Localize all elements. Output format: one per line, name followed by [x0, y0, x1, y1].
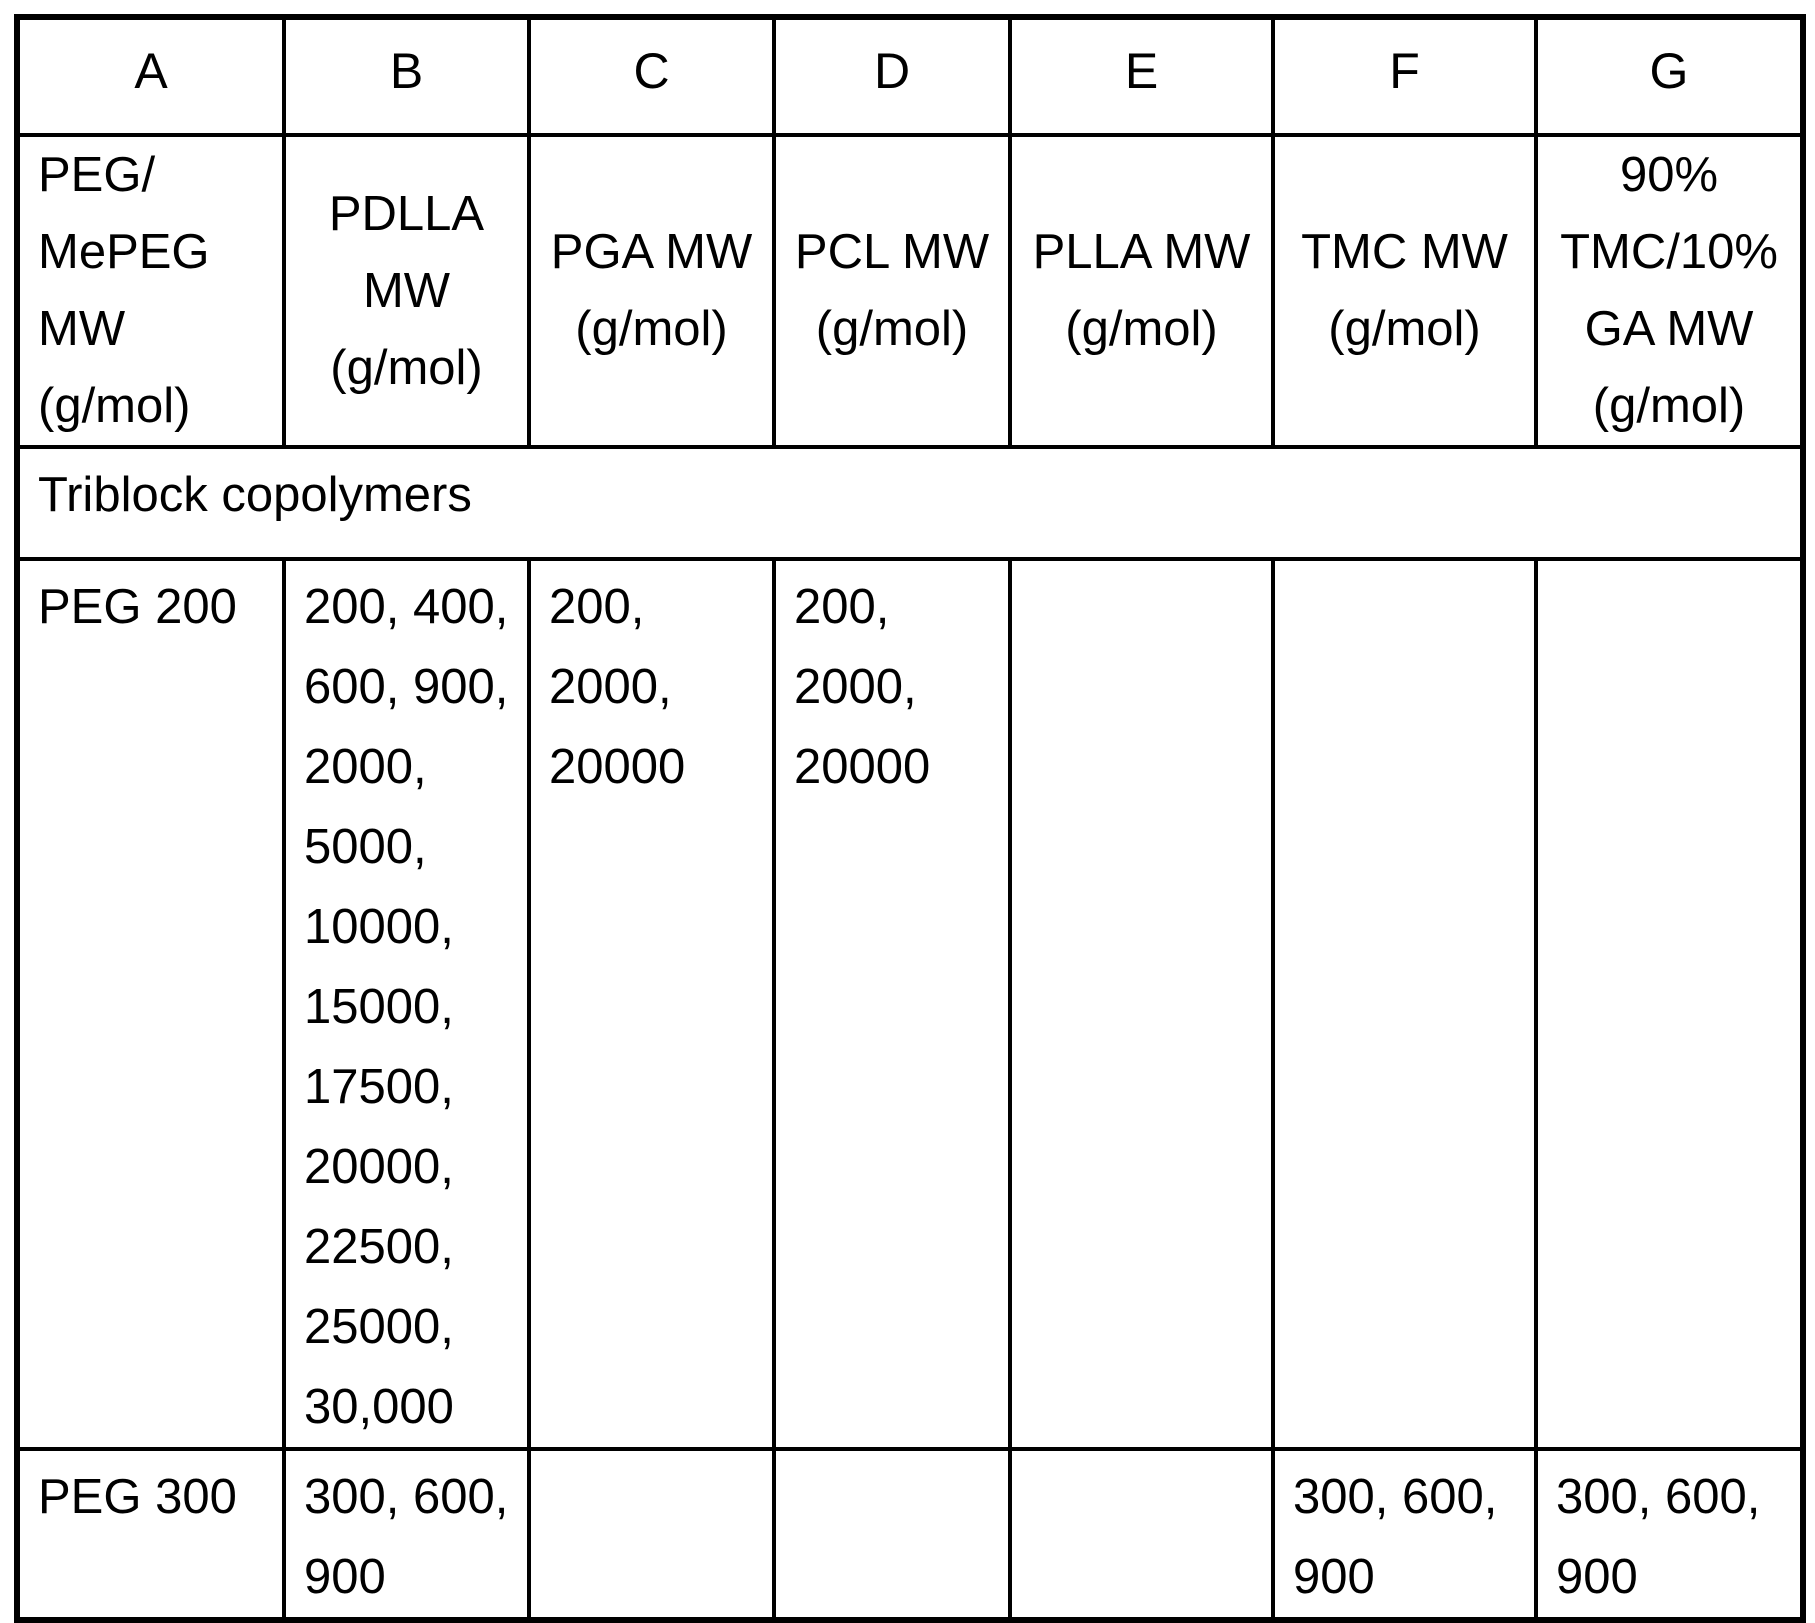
cell-tmc	[1273, 559, 1536, 1449]
header-tmc-ga-mw: 90% TMC/10% GA MW (g/mol)	[1536, 135, 1803, 447]
polymer-mw-table	[14, 14, 1806, 1623]
column-letter-b: B	[284, 17, 529, 135]
column-letter-f: F	[1273, 17, 1536, 135]
cell-pdlla: 200, 400, 600, 900, 2000, 5000, 10000, 15000, 17500, 20000, 22500, 25000, 30,000	[284, 559, 529, 1449]
header-pcl-mw: PCL MW (g/mol)	[774, 135, 1010, 447]
column-letter-d: D	[774, 17, 1010, 135]
cell-tmc-ga	[1536, 559, 1803, 1449]
cell-plla	[1010, 559, 1273, 1449]
table-row-peg-200	[17, 559, 1803, 1449]
cell-pga	[529, 1449, 774, 1620]
cell-pdlla: 300, 600, 900	[284, 1449, 529, 1620]
cell-tmc: 300, 600, 900	[1273, 1449, 1536, 1620]
header-pdlla-mw: PDLLA MW (g/mol)	[284, 135, 529, 447]
row-label: PEG 200	[17, 559, 284, 1449]
cell-tmc-ga: 300, 600, 900	[1536, 1449, 1803, 1620]
row-label: PEG 300	[17, 1449, 284, 1620]
header-tmc-mw: TMC MW (g/mol)	[1273, 135, 1536, 447]
column-letter-a: A	[17, 17, 284, 135]
header-plla-mw: PLLA MW (g/mol)	[1010, 135, 1273, 447]
column-letter-e: E	[1010, 17, 1273, 135]
cell-pga: 200, 2000, 20000	[529, 559, 774, 1449]
table-row-peg-300	[17, 1449, 1803, 1620]
cell-pcl	[774, 1449, 1010, 1620]
column-headers-row	[17, 135, 1803, 447]
column-letter-c: C	[529, 17, 774, 135]
column-letters-row	[17, 17, 1803, 135]
header-pga-mw: PGA MW (g/mol)	[529, 135, 774, 447]
section-label: Triblock copolymers	[17, 447, 1803, 559]
header-peg-mepeg-mw: PEG/ MePEG MW (g/mol)	[17, 135, 284, 447]
section-row	[17, 447, 1803, 559]
column-letter-g: G	[1536, 17, 1803, 135]
cell-pcl: 200, 2000, 20000	[774, 559, 1010, 1449]
cell-plla	[1010, 1449, 1273, 1620]
